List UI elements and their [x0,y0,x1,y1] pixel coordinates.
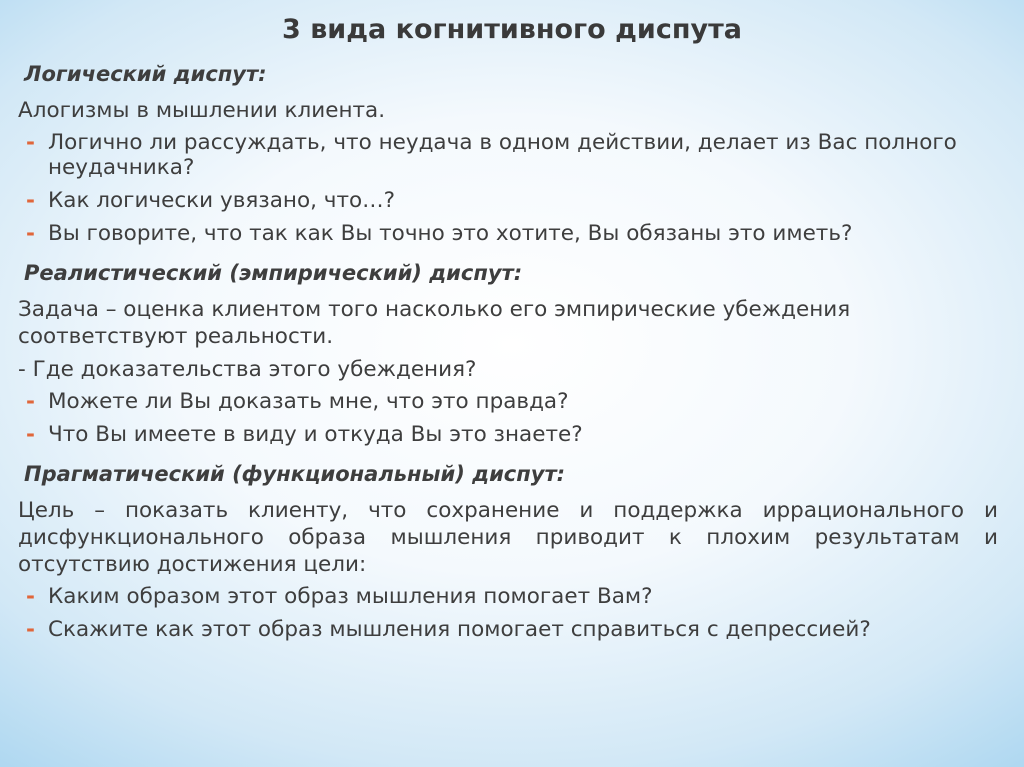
list-item [18,389,998,414]
list-item [18,422,998,447]
list-item-text: Что Вы имеете в виду и откуда Вы это знаете? [48,422,583,447]
list-item [18,617,998,642]
list-item-text: Каким образом этот образ мышления помогает Вам? [48,584,653,609]
dash-bullet-icon: - [26,584,35,609]
list-item [18,221,998,246]
list-item-text: Скажите как этот образ мышления помогает справиться с депрессией? [48,617,871,642]
dash-bullet-icon: - [26,188,35,213]
dash-bullet-icon: - [26,617,35,642]
list-item [18,584,998,609]
page-title: 3 вида когнитивного диспута [282,14,742,45]
section-intro: Алогизмы в мышлении клиента. [18,98,386,123]
section-pragmatic [18,455,998,642]
section-intro: Задача – оценка клиентом того насколько его эмпирические убеждения соответствуют реальности. [18,297,851,349]
section-heading: Реалистический (эмпирический) диспут: [24,261,523,285]
list-item-text: Можете ли Вы доказать мне, что это правда? [48,389,569,414]
section-intro: Цель – показать клиенту, что сохранение и поддержка иррационального и дисфункционального образа мышления приводит к плохим результатам и отсутствию достижения цели: [18,498,998,577]
section-realistic [18,254,998,447]
section-heading: Прагматический (функциональный) диспут: [24,462,566,486]
slide-content [18,55,998,650]
dash-bullet-icon: - [26,422,35,447]
list-item-text: Вы говорите, что так как Вы точно это хотите, Вы обязаны это иметь? [48,221,853,246]
section-logical [18,55,998,246]
dash-bullet-icon: - [26,389,35,414]
list-item-text: Как логически увязано, что…? [48,188,396,213]
list-item [18,130,998,180]
dash-bullet-icon: - [26,130,35,155]
section-heading: Логический диспут: [24,62,267,86]
dash-bullet-icon: - [26,221,35,246]
list-item-text: Логично ли рассуждать, что неудача в одном действии, делает из Вас полного неудачника? [48,130,957,180]
list-item [18,188,998,213]
plain-list-item: - Где доказательства этого убеждения? [18,357,477,382]
